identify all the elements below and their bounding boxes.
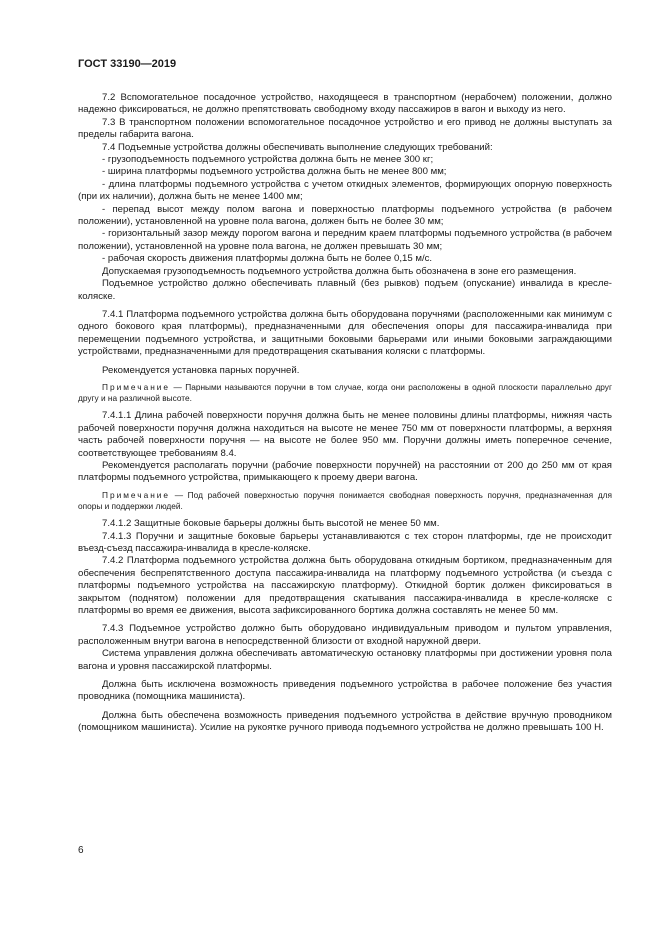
note-label: Примечание [102,489,171,500]
requirement-item: - ширина платформы подъемного устройства должна быть не менее 800 мм; [102,166,447,178]
paragraph-7-4-1-1: 7.4.1.1 Длина рабочей поверхности поручня должна быть не менее половины длины платформы, нижняя часть рабочей поверхности поручня должна находиться на высоте не менее 750 мм от поверхности платформы, а верхняя часть рабочей поверхности поручня — на высоте не более 950 мм. Поручни должны иметь поперечное сечение, соответствующее требованиям 8.4. [78,410,612,459]
note-label: Примечание [102,381,171,392]
paragraph-7-4-1-2: 7.4.1.2 Защитные боковые барьеры должны быть высотой не менее 50 мм. [102,518,440,530]
requirement-item: - грузоподъемность подъемного устройства должна быть не менее 300 кг; [102,154,434,166]
note-text: — Под рабочей поверхностью поручня понимается свободная поверхность поручня, предназначенная для опоры и поддержки людей. [78,489,612,511]
paragraph-load-capacity-marking: Допускаемая грузоподъемность подъемного устройства должна быть обозначена в зоне его размещения. [102,265,577,277]
page-number: 6 [78,845,84,856]
paragraph-manual-drive: Должна быть обеспечена возможность приведения подъемного устройства в действие вручную проводником (помощником машиниста). Усилие на рукоятке ручного привода подъемного устройства не должно превышать 100 Н. [78,709,612,734]
document-body [78,92,612,735]
paragraph-smooth-lift: Подъемное устройство должно обеспечивать плавный (без рывков) подъем (опускание) инвалида в кресле-коляске. [78,278,612,302]
paragraph-control-system: Система управления должна обеспечивать автоматическую остановку платформы при достижении уровня пола вагона и уровня пассажирской платформы. [78,648,612,672]
paragraph-handrail-placement: Рекомендуется располагать поручни (рабочие поверхности поручней) на расстоянии от 200 до 250 мм от края платформы подъемного устройства, примыкающего к проему двери вагона. [78,459,612,484]
paragraph-7-4-3: 7.4.3 Подъемное устройство должно быть оборудовано индивидуальным приводом и пультом управления, расположенным внутри вагона в непосредственной близости от входной наружной двери. [78,623,612,647]
paragraph-7-4-2: 7.4.2 Платформа подъемного устройства должна быть оборудована откидным бортиком, предназначенным для обеспечения беспрепятственного доступа пассажира-инвалида на платформу подъемного устройства (и съезда с платформы подъемного устройства на пассажирскую платформу). Откидной бортик должен фиксироваться в закрытом (поднятом) положении для предотвращения скатывания пассажира-инвалида в кресле-коляске с платформы во время ее движения, высота зафиксированного бортика должна составлять не менее 50 мм. [78,555,612,617]
note-text: — Парными называются поручни в том случае, когда они расположены в одной плоскости параллельно друг другу и на различной высоте. [78,381,612,404]
document-standard-header: ГОСТ 33190—2019 [78,58,177,70]
paragraph-7-4: 7.4 Подъемные устройства должны обеспечивать выполнение следующих требований: [102,141,493,153]
paragraph-7-4-1: 7.4.1 Платформа подъемного устройства должна быть оборудована поручнями (расположенными как минимум с одного бокового края платформы), предназначенными для обеспечения опоры для пассажира-инвалида при перемещении подъемного устройства, и защитными боковыми барьерами или иными боковыми заграждающими устройствами, предназначенными для предотвращения скатывания коляски с платформы. [78,308,612,358]
requirement-item: - горизонтальный зазор между порогом вагона и передним краем платформы подъемного устройства (в рабочем положении), установленной на уровне пола вагона, не должен превышать 30 мм; [78,228,612,252]
requirement-item: - рабочая скорость движения платформы должна быть не более 0,15 м/с. [102,253,433,265]
note-paired-handrails [78,382,612,404]
paragraph-7-3: 7.3 В транспортном положении вспомогательное посадочное устройство и его привод не должны выступать за пределы габарита вагона. [78,116,612,141]
requirement-item: - длина платформы подъемного устройства с учетом откидных элементов, формирующих опорную поверхность (при их наличии), должна быть не менее 1400 мм; [78,178,612,203]
requirement-item: - перепад высот между полом вагона и поверхностью платформы подъемного устройства (в рабочем положении), установленной на уровне пола вагона, должен быть не более 30 мм; [78,203,612,228]
note-handrail-surface [78,490,612,512]
paragraph-7-4-1-3: 7.4.1.3 Поручни и защитные боковые барьеры устанавливаются с тех сторон платформы, где не происходит въезд-съезд пассажира-инвалида в кресле-коляске. [78,530,612,554]
paragraph-paired-handrails: Рекомендуется установка парных поручней. [102,364,300,376]
paragraph-conductor-required: Должна быть исключена возможность приведения подъемного устройства в рабочее положение без участия проводника (помощника машиниста). [78,679,612,703]
paragraph-7-2: 7.2 Вспомогательное посадочное устройство, находящееся в транспортном (нерабочем) положении, должно надежно фиксироваться, не должно препятствовать свободному входу пассажиров в вагон и выходу из него. [78,92,612,116]
